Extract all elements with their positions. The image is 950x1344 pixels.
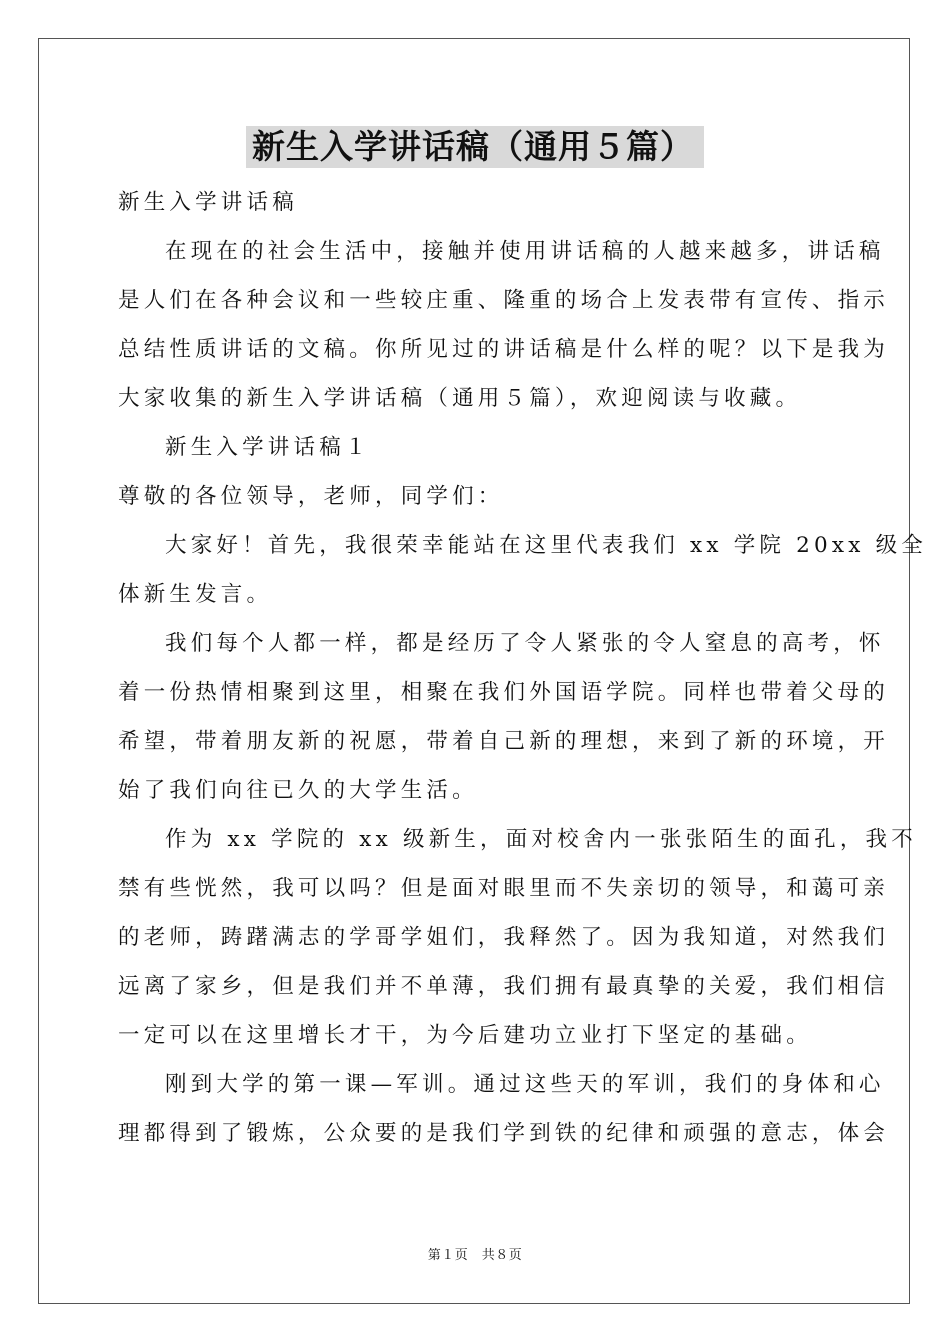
speech-heading: 新生入学讲话稿１ [165, 435, 371, 460]
paragraph-line: 在现在的社会生活中，接触并使用讲话稿的人越来越多，讲话稿 [165, 239, 885, 264]
document-body [118, 178, 927, 1158]
paragraph-line: 的老师，踌躇满志的学哥学姐们，我释然了。因为我知道，对然我们 [118, 925, 890, 950]
paragraph-line: 希望，带着朋友新的祝愿，带着自己新的理想，来到了新的环境，开 [118, 729, 890, 754]
document-title: 新生入学讲话稿（通用５篇） [246, 126, 704, 168]
paragraph-line: 体新生发言。 [118, 582, 273, 607]
paragraph-line: 是人们在各种会议和一些较庄重、隆重的场合上发表带有宣传、指示 [118, 288, 890, 313]
paragraph-line: 始了我们向往已久的大学生活。 [118, 778, 478, 803]
paragraph-line: 刚到大学的第一课—军训。通过这些天的军训，我们的身体和心 [165, 1072, 885, 1097]
section-heading: 新生入学讲话稿 [118, 190, 298, 215]
paragraph-line: 大家收集的新生入学讲话稿（通用５篇），欢迎阅读与收藏。 [118, 386, 802, 411]
page-number: 第１页 共８页 [427, 1248, 523, 1263]
paragraph-line: 作为 xx 学院的 xx 级新生，面对校舍内一张张陌生的面孔，我不 [165, 827, 917, 852]
paragraph-line: 理都得到了锻炼，公众要的是我们学到铁的纪律和顽强的意志，体会 [118, 1121, 890, 1146]
paragraph-line: 禁有些恍然，我可以吗？但是面对眼里而不失亲切的领导，和蔼可亲 [118, 876, 890, 901]
salutation: 尊敬的各位领导，老师，同学们： [118, 484, 504, 509]
paragraph-line: 总结性质讲话的文稿。你所见过的讲话稿是什么样的呢？以下是我为 [118, 337, 890, 362]
paragraph-line: 着一份热情相聚到这里，相聚在我们外国语学院。同样也带着父母的 [118, 680, 890, 705]
paragraph-line: 一定可以在这里增长才干，为今后建功立业打下坚定的基础。 [118, 1023, 812, 1048]
paragraph-line: 远离了家乡，但是我们并不单薄，我们拥有最真挚的关爱，我们相信 [118, 974, 890, 999]
title-container [0, 126, 950, 168]
page-footer [0, 1244, 950, 1263]
paragraph-line: 大家好！首先，我很荣幸能站在这里代表我们 xx 学院 20xx 级全 [165, 533, 927, 558]
paragraph-line: 我们每个人都一样，都是经历了令人紧张的令人窒息的高考，怀 [165, 631, 885, 656]
